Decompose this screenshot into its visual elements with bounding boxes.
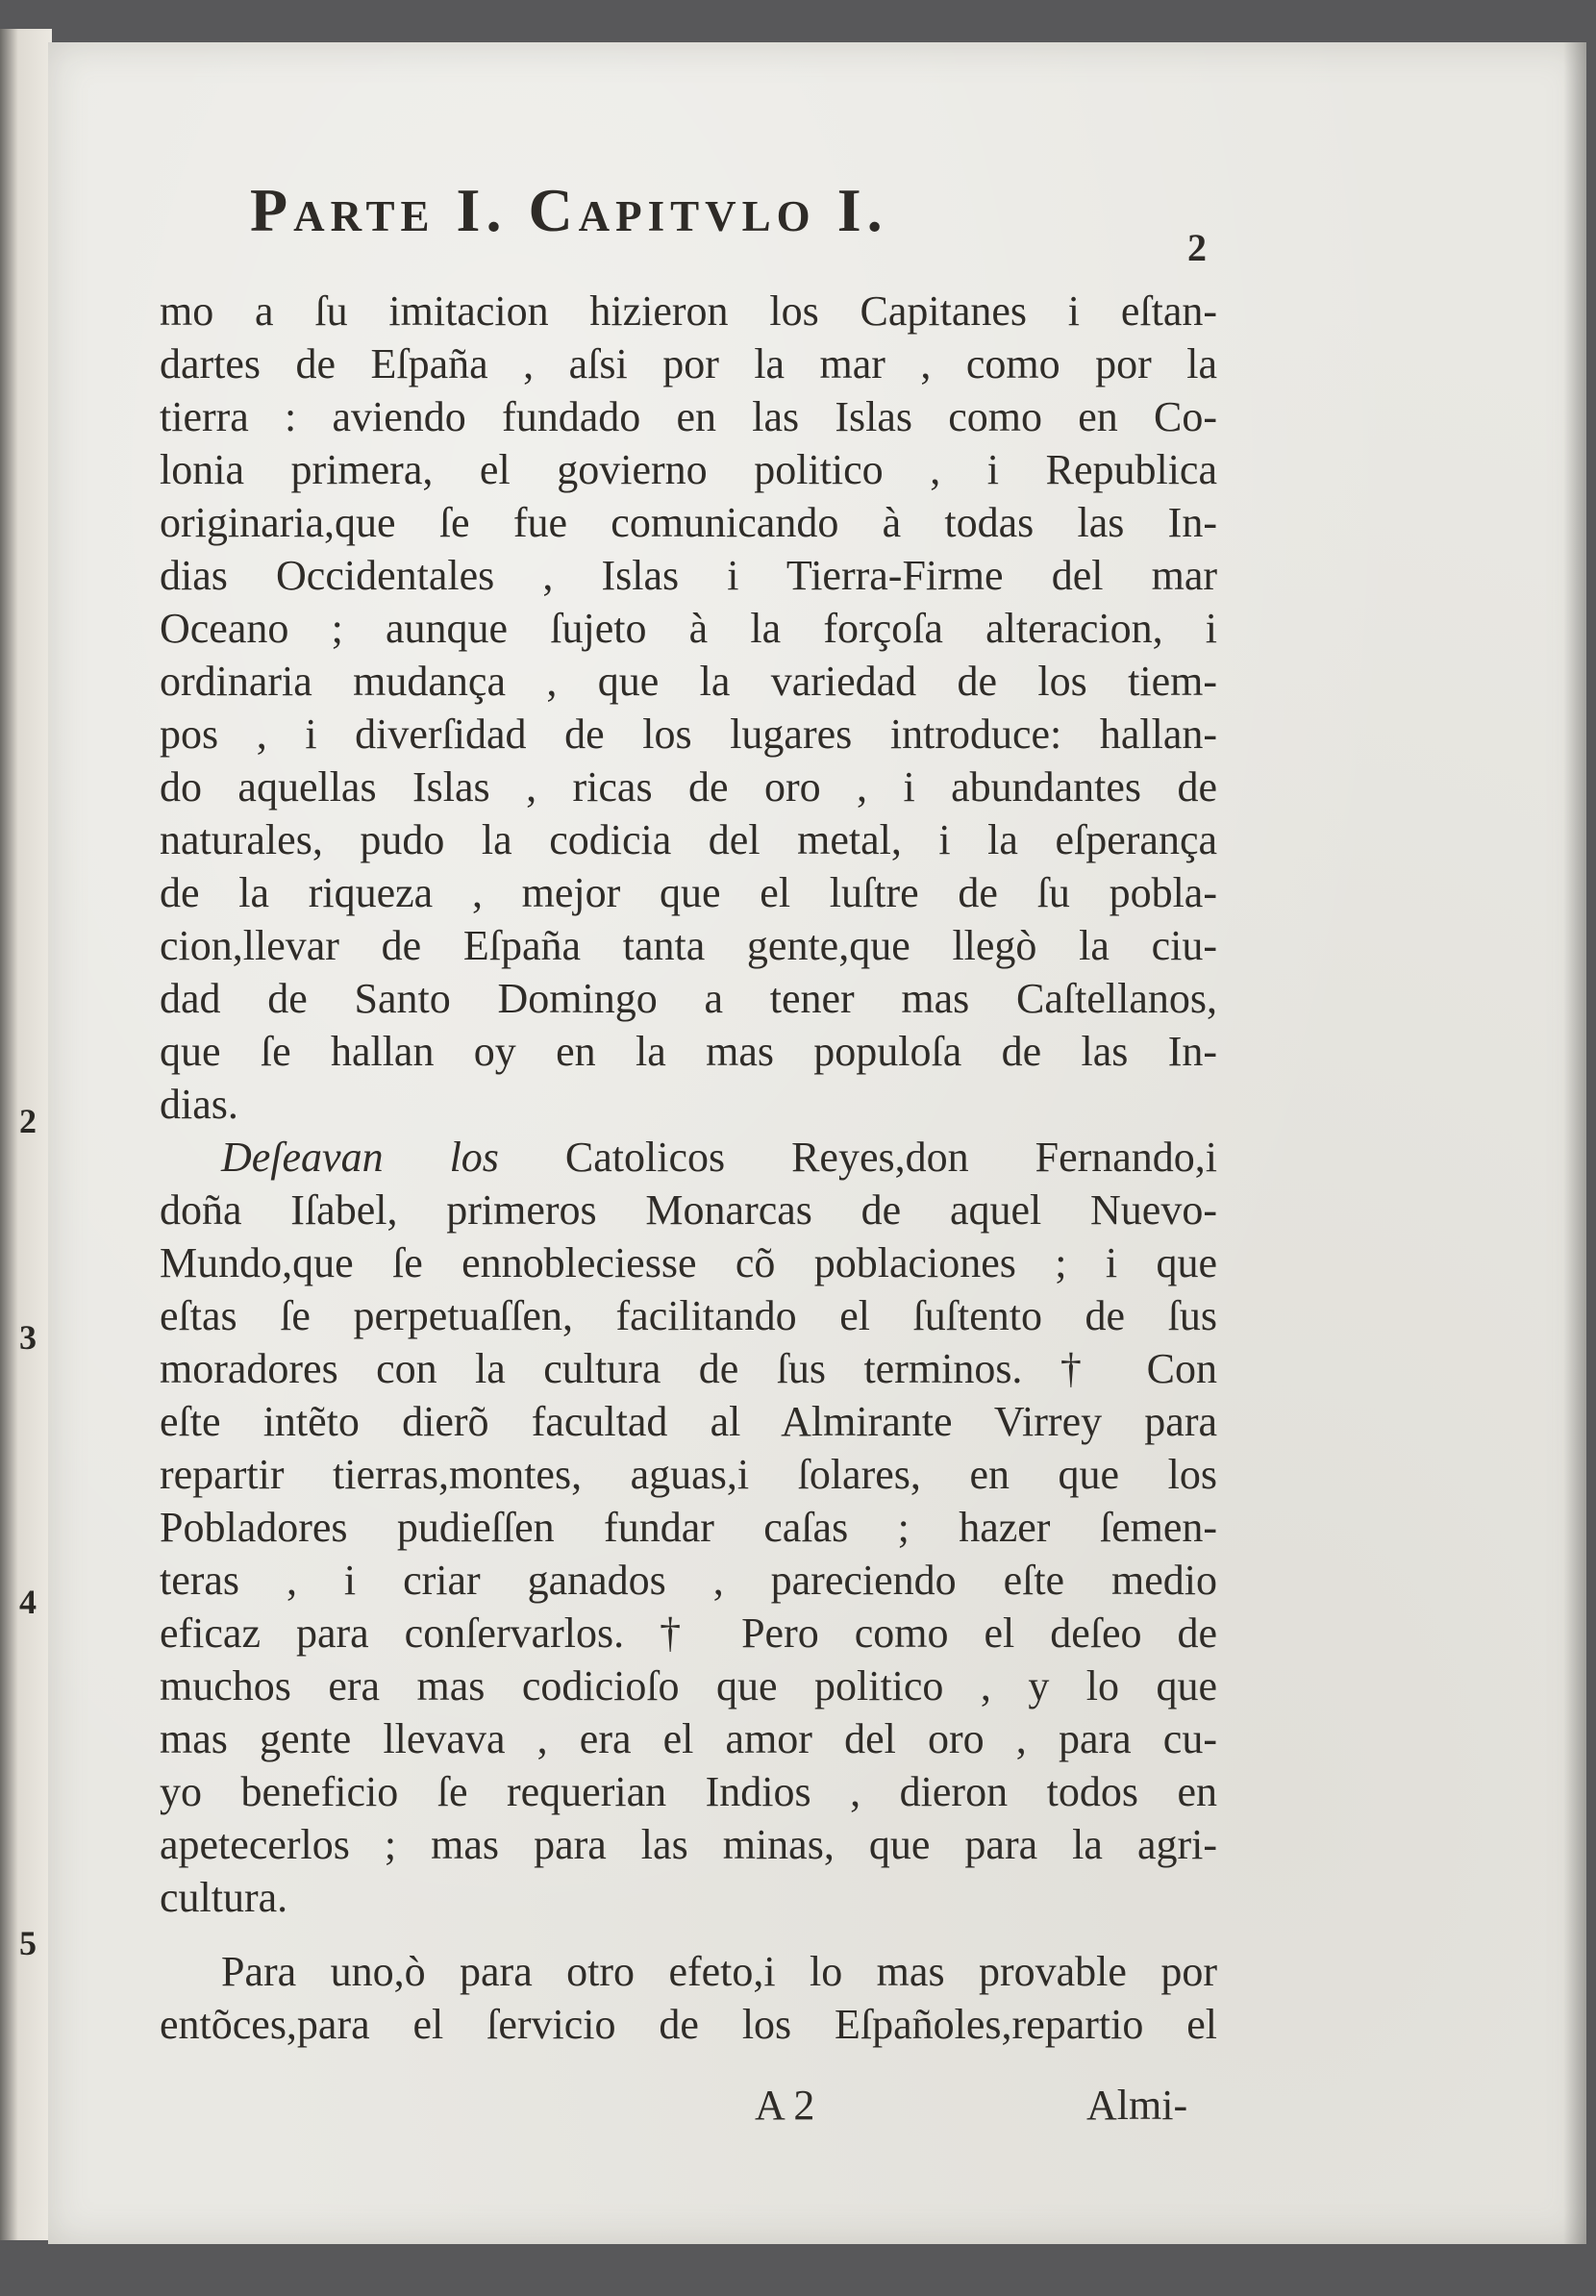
- page-number: 2: [1187, 226, 1207, 269]
- paragraph: [160, 1131, 1217, 1924]
- paragraph-lead-words: Deſeavan los: [221, 1134, 499, 1181]
- paragraph: [160, 285, 1217, 1131]
- book-page: [48, 42, 1586, 2244]
- text-line: pos , i diverſidad de los lugares introduce: hallan-: [160, 711, 1217, 758]
- margin-number: 5: [19, 1924, 37, 1962]
- text-line: yo beneficio ſe requerian Indios , dieron todos en: [160, 1768, 1217, 1815]
- text-line: eſtas ſe perpetuaſſen, facilitando el ſuſtento de ſus: [160, 1292, 1217, 1339]
- text-line: que ſe hallan oy en la mas populoſa de las In-: [160, 1028, 1217, 1075]
- text-line: de la riqueza , mejor que el luſtre de ſu pobla-: [160, 869, 1217, 916]
- text-line: mo a ſu imitacion hizieron los Capitanes i eſtan-: [160, 287, 1217, 335]
- text-line: dias Occidentales , Islas i Tierra-Firme del mar: [160, 552, 1217, 599]
- margin-number: 2: [19, 1102, 37, 1140]
- bleed-through-text: [1231, 658, 1481, 704]
- signature-mark: A 2: [755, 2082, 815, 2129]
- text-line: doña Iſabel, primeros Monarcas de aquel Nuevo-: [160, 1186, 1217, 1234]
- margin-number: 4: [19, 1583, 37, 1621]
- text-line: Oceano ; aunque ſujeto à la forçoſa alteracion, i: [160, 605, 1217, 652]
- text-line: eſte intẽto dierõ facultad al Almirante Virrey para: [160, 1398, 1217, 1445]
- text-line: repartir tierras,montes, aguas,i ſolares, en que los: [160, 1451, 1217, 1498]
- margin-number: 3: [19, 1318, 37, 1357]
- running-head: Parte I. Capitvlo I.: [250, 176, 888, 244]
- text-line: naturales, pudo la codicia del metal, i la eſperança: [160, 816, 1217, 863]
- text-line: dad de Santo Domingo a tener mas Caſtellanos,: [160, 975, 1217, 1022]
- text-line: dartes de Eſpaña , aſsi por la mar , como por la: [160, 340, 1217, 387]
- text-line: muchos era mas codicioſo que politico , y lo que: [160, 1662, 1217, 1710]
- text-line: mas gente llevava , era el amor del oro , para cu-: [160, 1715, 1217, 1762]
- catchword: Almi-: [1086, 2082, 1188, 2129]
- text-line: entõces,para el ſervicio de los Eſpañoles,repartio el: [160, 2001, 1217, 2048]
- text-line: [160, 1131, 1217, 1184]
- text-line: cion,llevar de Eſpaña tanta gente,que llegò la ciu-: [160, 922, 1217, 969]
- text-line: teras , i criar ganados , pareciendo eſte medio: [160, 1557, 1217, 1604]
- text-line: do aquellas Islas , ricas de oro , i abundantes de: [160, 763, 1217, 811]
- text-line: moradores con la cultura de ſus terminos. † Con: [160, 1345, 1217, 1392]
- text-line: Mundo,que ſe ennobleciesse cõ poblaciones ; i que: [160, 1239, 1217, 1286]
- text-fragment: Catolicos Reyes,don Fernando,i: [498, 1134, 1218, 1181]
- text-line: apetecerlos ; mas para las minas, que para la agri-: [160, 1821, 1217, 1868]
- text-line: lonia primera, el govierno politico , i Republica: [160, 446, 1217, 493]
- paragraph: [160, 1945, 1217, 2051]
- text-line: Para uno,ò para otro efeto,i lo mas provable por: [221, 1948, 1217, 1995]
- text-line: eficaz para conſervarlos. † Pero como el deſeo de: [160, 1610, 1217, 1657]
- text-line: originaria,que ſe fue comunicando à todas las In-: [160, 499, 1217, 546]
- text-line: Pobladores pudieſſen fundar caſas ; hazer ſemen-: [160, 1504, 1217, 1551]
- text-line: cultura.: [160, 1874, 288, 1921]
- text-line: ordinaria mudança , que la variedad de los tiem-: [160, 658, 1217, 705]
- paragraph-gap: [160, 1924, 1217, 1945]
- text-line: dias.: [160, 1081, 238, 1128]
- text-line: tierra : aviendo fundado en las Islas como en Co-: [160, 393, 1217, 440]
- body-text: [160, 285, 1217, 2051]
